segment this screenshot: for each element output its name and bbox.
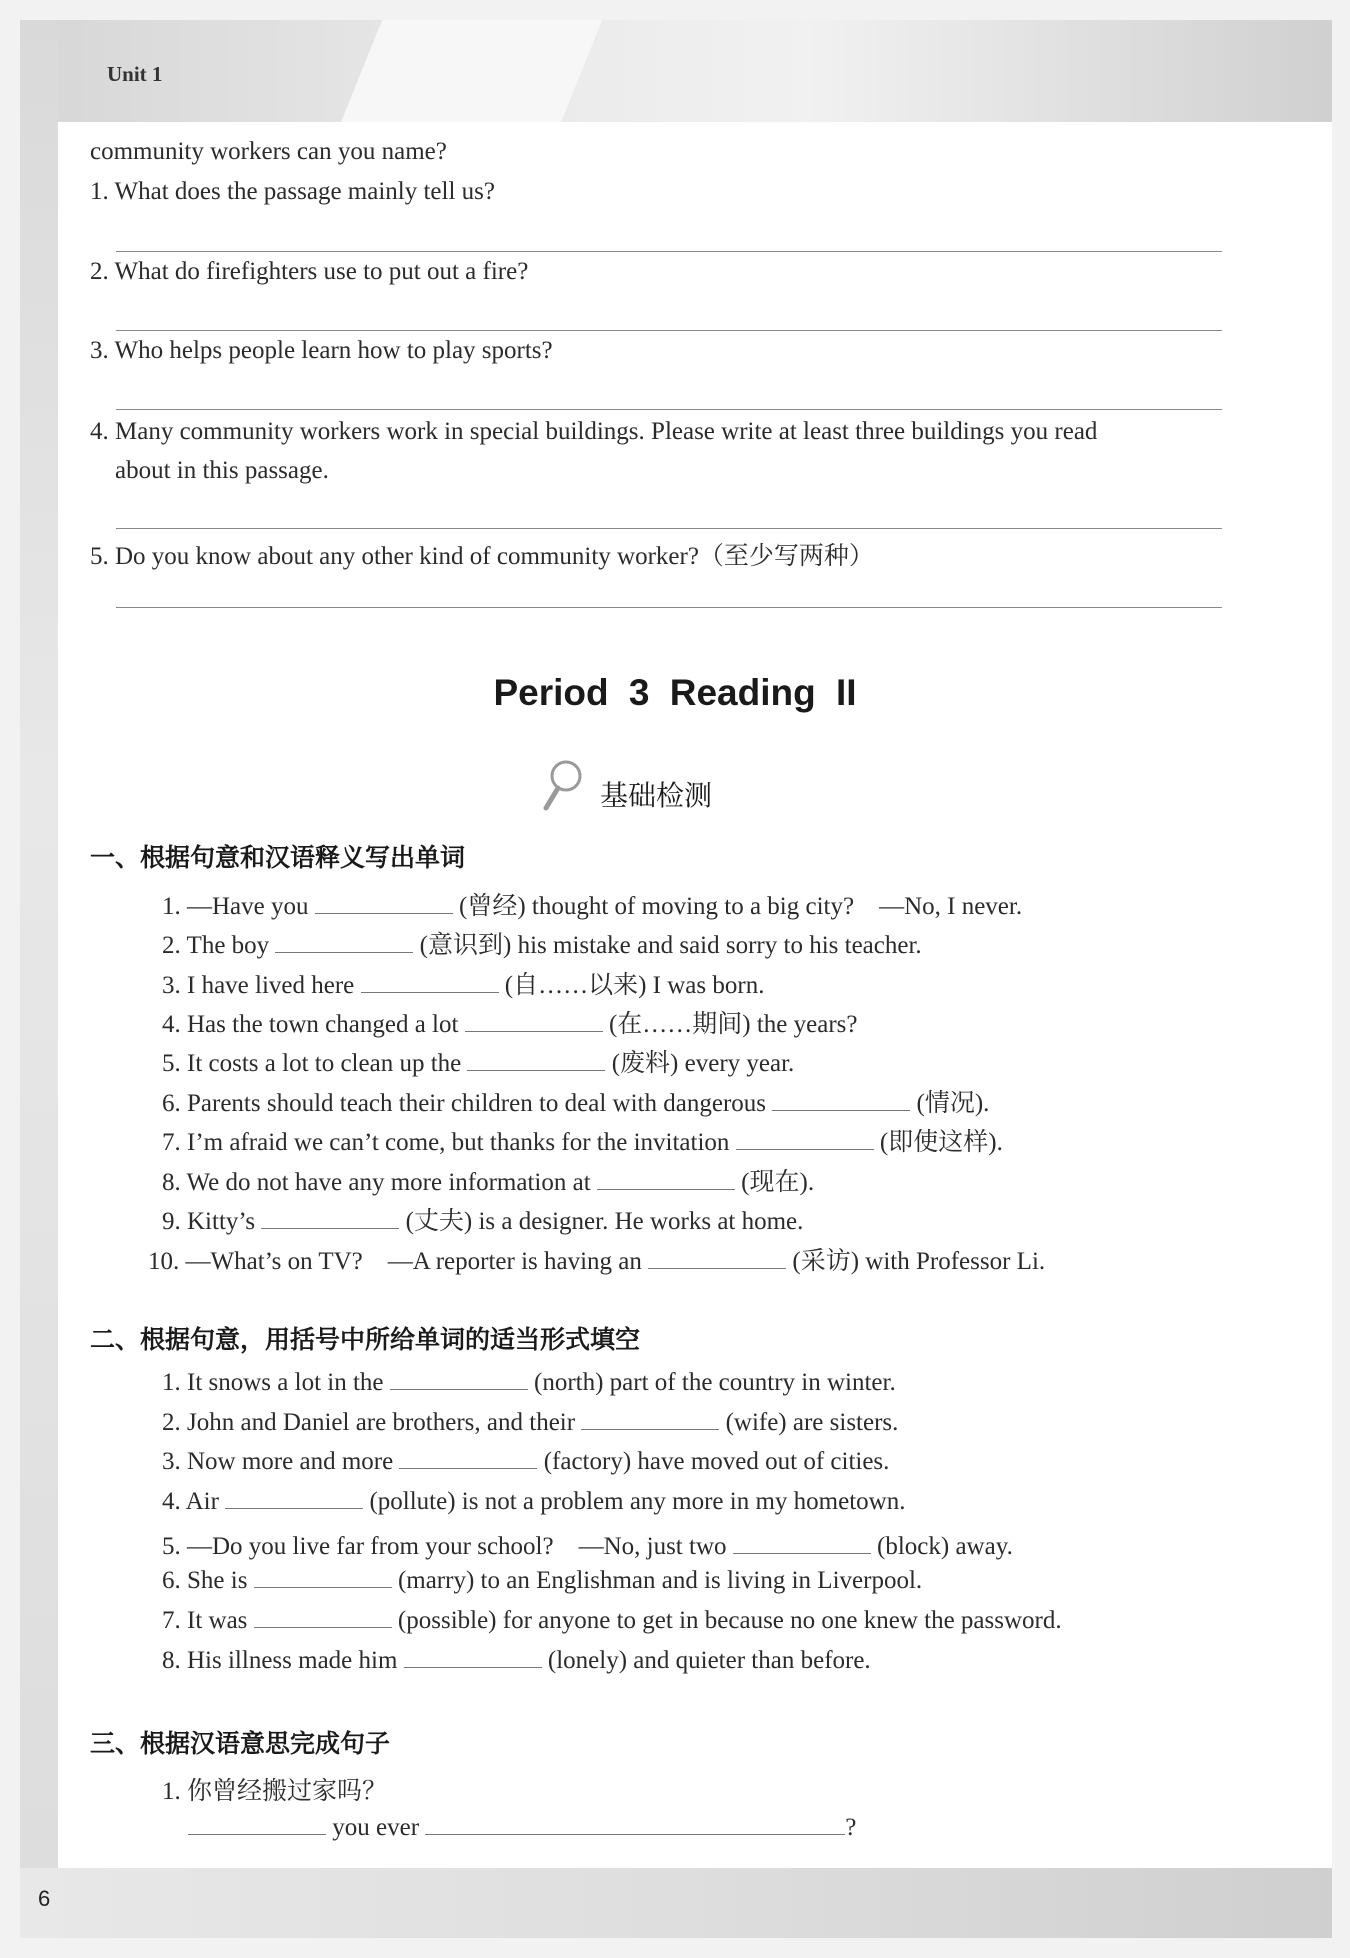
- bottom-shade: [20, 1868, 1332, 1938]
- s2-item-4: 4. Air (pollute) is not a problem any more in my hometown.: [162, 1488, 906, 1515]
- s1-item-3: 3. I have lived here (自……以来) I was born.: [162, 972, 765, 999]
- section-2-heading: 二、根据句意，用括号中所给单词的适当形式填空: [90, 1325, 641, 1354]
- blank-field[interactable]: [597, 1167, 735, 1190]
- question-4-continued: about in this passage.: [115, 457, 329, 484]
- answer-line-1[interactable]: [116, 251, 1222, 252]
- blank-field[interactable]: [361, 970, 499, 993]
- page-number: 6: [38, 1886, 51, 1911]
- s2-item-2: 2. John and Daniel are brothers, and their (wife) are sisters.: [162, 1409, 899, 1436]
- blank-field[interactable]: [733, 1531, 871, 1554]
- s2-item-8: 8. His illness made him (lonely) and quieter than before.: [162, 1647, 871, 1674]
- s1-item-10: 10. —What’s on TV? —A reporter is having an (采访) with Professor Li.: [148, 1248, 1046, 1275]
- question-2: 2. What do firefighters use to put out a fire?: [90, 258, 529, 285]
- left-shade: [20, 20, 58, 1938]
- s2-item-6: 6. She is (marry) to an Englishman and is living in Liverpool.: [162, 1567, 923, 1594]
- basic-test-label: 基础检测: [600, 779, 713, 812]
- answer-line-3[interactable]: [116, 409, 1222, 410]
- blank-field[interactable]: [315, 891, 453, 914]
- magnifier-icon: [540, 758, 584, 812]
- question-1: 1. What does the passage mainly tell us?: [90, 178, 495, 205]
- s2-item-5: 5. —Do you live far from your school? —No, just two (block) away.: [162, 1533, 1013, 1560]
- s3-item-1-prompt: 1. 你曾经搬过家吗？: [162, 1778, 388, 1805]
- answer-line-4[interactable]: [116, 528, 1222, 529]
- blank-field[interactable]: [261, 1206, 399, 1229]
- blank-field[interactable]: [736, 1127, 874, 1150]
- s1-item-2: 2. The boy (意识到) his mistake and said sorry to his teacher.: [162, 932, 922, 959]
- question-5: 5. Do you know about any other kind of community worker?（至少写两种）: [90, 543, 874, 570]
- s1-item-8: 8. We do not have any more information at (现在).: [162, 1169, 815, 1196]
- answer-line-5[interactable]: [116, 607, 1222, 608]
- s1-item-1: 1. —Have you (曾经) thought of moving to a big city? —No, I never.: [162, 893, 1023, 920]
- blank-field[interactable]: [275, 930, 413, 953]
- blank-field[interactable]: [188, 1812, 326, 1835]
- top-shade: [20, 20, 1332, 122]
- blank-field[interactable]: [254, 1565, 392, 1588]
- blank-field[interactable]: [425, 1812, 845, 1835]
- question-4: 4. Many community workers work in special buildings. Please write at least three buildings you read: [90, 418, 1098, 445]
- s2-item-7: 7. It was (possible) for anyone to get in because no one knew the password.: [162, 1607, 1062, 1634]
- section-1-heading: 一、根据句意和汉语释义写出单词: [90, 843, 466, 872]
- s1-item-9: 9. Kitty’s (丈夫) is a designer. He works at home.: [162, 1208, 804, 1235]
- s3-item-1-answer: you ever ?: [188, 1812, 856, 1842]
- blank-field[interactable]: [404, 1645, 542, 1668]
- period-title: Period 3 Reading II: [493, 672, 857, 713]
- lead-in-text: community workers can you name?: [90, 138, 447, 165]
- blank-field[interactable]: [465, 1009, 603, 1032]
- section-3-heading: 三、根据汉语意思完成句子: [90, 1729, 391, 1758]
- s1-item-7: 7. I’m afraid we can’t come, but thanks for the invitation (即使这样).: [162, 1129, 1003, 1156]
- top-decor-shape: [338, 20, 602, 130]
- s2-item-1: 1. It snows a lot in the (north) part of the country in winter.: [162, 1369, 896, 1396]
- blank-field[interactable]: [225, 1486, 363, 1509]
- question-3: 3. Who helps people learn how to play sports?: [90, 337, 553, 364]
- blank-field[interactable]: [772, 1088, 910, 1111]
- blank-field[interactable]: [581, 1407, 719, 1430]
- answer-line-2[interactable]: [116, 330, 1222, 331]
- unit-label: Unit 1: [107, 62, 163, 86]
- blank-field[interactable]: [467, 1048, 605, 1071]
- blank-field[interactable]: [390, 1367, 528, 1390]
- s1-item-5: 5. It costs a lot to clean up the (废料) every year.: [162, 1050, 795, 1077]
- s1-item-6: 6. Parents should teach their children to deal with dangerous (情况).: [162, 1090, 990, 1117]
- blank-field[interactable]: [648, 1246, 786, 1269]
- s1-item-4: 4. Has the town changed a lot (在……期间) the years?: [162, 1011, 858, 1038]
- s2-item-3: 3. Now more and more (factory) have moved out of cities.: [162, 1448, 890, 1475]
- blank-field[interactable]: [254, 1605, 392, 1628]
- blank-field[interactable]: [399, 1446, 537, 1469]
